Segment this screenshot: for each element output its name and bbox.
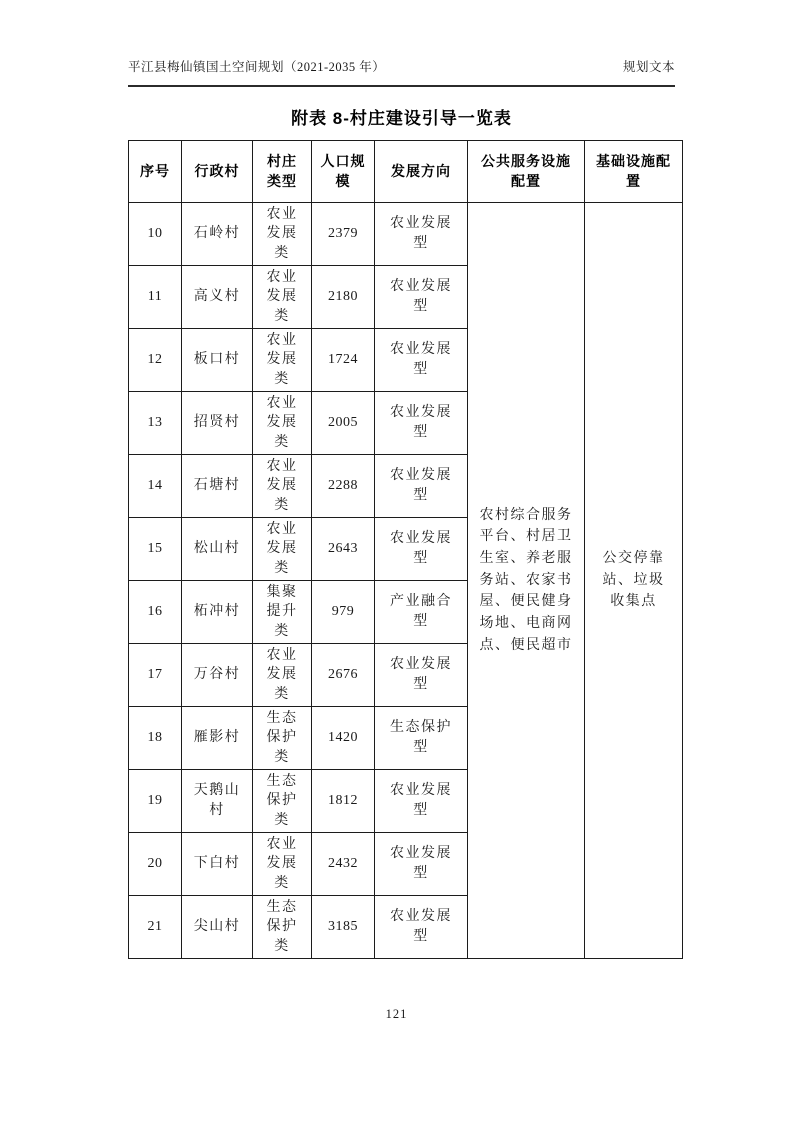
page-number: 121 (385, 1007, 408, 1021)
column-header-type: 村庄类型 (253, 141, 312, 203)
cell-public-services: 农村综合服务平台、村居卫生室、养老服务站、农家书屋、便民健身场地、电商网点、便民超市 (468, 203, 585, 959)
cell-direction: 农业发展型 (375, 392, 468, 455)
cell-type: 生态保护类 (253, 770, 312, 833)
cell-type: 农业发展类 (253, 329, 312, 392)
cell-village: 石塘村 (182, 455, 253, 518)
cell-population: 2432 (312, 833, 375, 896)
cell-no: 21 (129, 896, 182, 959)
cell-village: 高义村 (182, 266, 253, 329)
cell-village: 天鹅山村 (182, 770, 253, 833)
header-left-text: 平江县梅仙镇国土空间规划（2021-2035 年） (128, 60, 386, 74)
cell-direction: 农业发展型 (375, 770, 468, 833)
table-body (129, 203, 683, 959)
cell-no: 12 (129, 329, 182, 392)
cell-type: 生态保护类 (253, 896, 312, 959)
cell-population: 979 (312, 581, 375, 644)
cell-direction: 农业发展型 (375, 518, 468, 581)
cell-no: 10 (129, 203, 182, 266)
column-header-public-services: 公共服务设施配置 (468, 141, 585, 203)
column-header-direction: 发展方向 (375, 141, 468, 203)
cell-population: 2379 (312, 203, 375, 266)
cell-population: 3185 (312, 896, 375, 959)
cell-population: 1812 (312, 770, 375, 833)
cell-population: 2005 (312, 392, 375, 455)
cell-type: 农业发展类 (253, 392, 312, 455)
cell-population: 1724 (312, 329, 375, 392)
cell-no: 20 (129, 833, 182, 896)
cell-direction: 农业发展型 (375, 266, 468, 329)
cell-type: 生态保护类 (253, 707, 312, 770)
village-guidance-table (128, 140, 683, 959)
cell-village: 招贤村 (182, 392, 253, 455)
cell-type: 集聚提升类 (253, 581, 312, 644)
cell-village: 板口村 (182, 329, 253, 392)
cell-population: 2288 (312, 455, 375, 518)
table-row (129, 203, 683, 266)
cell-direction: 农业发展型 (375, 896, 468, 959)
column-header-population: 人口规模 (312, 141, 375, 203)
cell-type: 农业发展类 (253, 455, 312, 518)
cell-direction: 产业融合型 (375, 581, 468, 644)
cell-type: 农业发展类 (253, 266, 312, 329)
cell-population: 2643 (312, 518, 375, 581)
cell-village: 尖山村 (182, 896, 253, 959)
cell-village: 雁影村 (182, 707, 253, 770)
cell-direction: 农业发展型 (375, 833, 468, 896)
running-header (128, 57, 675, 87)
cell-village: 松山村 (182, 518, 253, 581)
cell-no: 17 (129, 644, 182, 707)
column-header-village: 行政村 (182, 141, 253, 203)
header-right-text: 规划文本 (622, 60, 675, 74)
cell-no: 18 (129, 707, 182, 770)
cell-no: 13 (129, 392, 182, 455)
cell-village: 石岭村 (182, 203, 253, 266)
cell-no: 15 (129, 518, 182, 581)
cell-no: 16 (129, 581, 182, 644)
cell-direction: 农业发展型 (375, 644, 468, 707)
cell-village: 柘冲村 (182, 581, 253, 644)
cell-no: 11 (129, 266, 182, 329)
cell-no: 19 (129, 770, 182, 833)
cell-direction: 生态保护型 (375, 707, 468, 770)
cell-type: 农业发展类 (253, 644, 312, 707)
cell-population: 2676 (312, 644, 375, 707)
cell-infrastructure: 公交停靠站、垃圾收集点 (585, 203, 683, 959)
cell-type: 农业发展类 (253, 203, 312, 266)
cell-direction: 农业发展型 (375, 455, 468, 518)
cell-village: 下白村 (182, 833, 253, 896)
column-header-no: 序号 (129, 141, 182, 203)
cell-direction: 农业发展型 (375, 203, 468, 266)
table-header-row (129, 141, 683, 203)
cell-direction: 农业发展型 (375, 329, 468, 392)
cell-type: 农业发展类 (253, 833, 312, 896)
cell-type: 农业发展类 (253, 518, 312, 581)
column-header-infrastructure: 基础设施配置 (585, 141, 683, 203)
table-title: 附表 8-村庄建设引导一览表 (291, 109, 512, 128)
cell-village: 万谷村 (182, 644, 253, 707)
cell-population: 2180 (312, 266, 375, 329)
cell-no: 14 (129, 455, 182, 518)
cell-population: 1420 (312, 707, 375, 770)
